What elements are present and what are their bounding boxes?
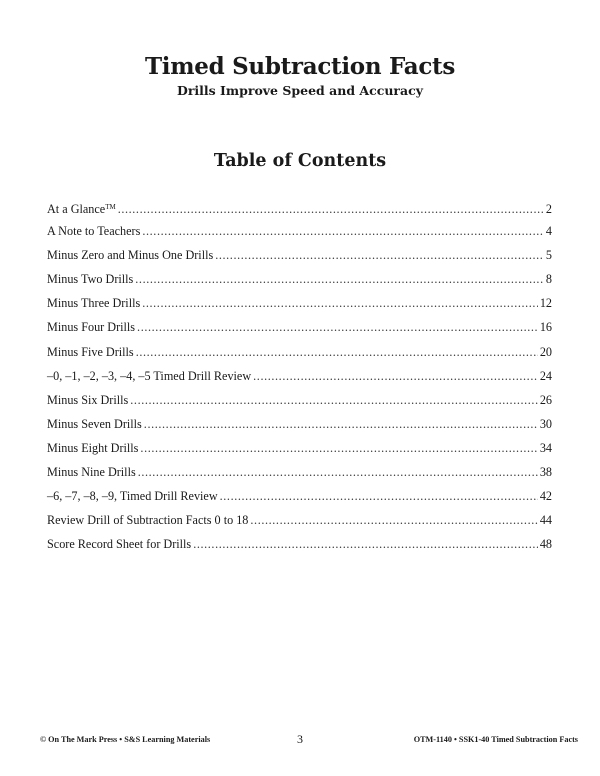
- toc-entry[interactable]: [47, 246, 552, 270]
- toc-entry-label: Minus Two Drills: [47, 272, 134, 287]
- toc-entry[interactable]: [47, 439, 552, 463]
- toc-entry-label: Minus Five Drills: [47, 344, 134, 359]
- toc-entry[interactable]: [47, 222, 552, 246]
- page-footer: [0, 733, 600, 747]
- toc-entry[interactable]: [47, 367, 552, 391]
- toc-entry-page: 4: [545, 224, 552, 239]
- toc-heading: Table of Contents: [213, 151, 387, 171]
- toc-entry-label: Score Record Sheet for Drills: [47, 537, 192, 552]
- toc-entry-page: 8: [545, 272, 552, 287]
- dot-leader: [136, 343, 538, 361]
- toc-entry[interactable]: [47, 487, 552, 511]
- toc-entry-page: 24: [539, 368, 552, 383]
- dot-leader: [215, 246, 544, 264]
- toc-entry-label: –0, –1, –2, –3, –4, –5 Timed Drill Review: [47, 368, 252, 383]
- dot-leader: [137, 318, 538, 336]
- toc-entry[interactable]: [47, 463, 552, 487]
- toc-entry-page: 20: [539, 344, 552, 359]
- toc-entry-page: 38: [539, 465, 552, 480]
- toc-entry-page: 30: [539, 416, 552, 431]
- toc-entry-label: Review Drill of Subtraction Facts 0 to 18: [47, 513, 249, 528]
- toc-entry-page: 26: [539, 392, 552, 407]
- toc-entry-page: 34: [539, 440, 552, 455]
- toc-entry-label: –6, –7, –8, –9, Timed Drill Review: [47, 489, 218, 504]
- toc-entry-label: Minus Four Drills: [47, 320, 136, 335]
- toc-entry[interactable]: [47, 415, 552, 439]
- toc-entry-page: 16: [539, 320, 552, 335]
- dot-leader: [253, 367, 538, 385]
- toc-entry-label: Minus Nine Drills: [47, 465, 136, 480]
- dot-leader: [250, 511, 537, 529]
- toc-entry[interactable]: [47, 198, 552, 222]
- toc-entry[interactable]: [47, 535, 552, 559]
- toc-entry-page: 12: [539, 296, 552, 311]
- dot-leader: [142, 222, 544, 240]
- dot-leader: [130, 391, 538, 409]
- toc-entry-page: 44: [539, 513, 552, 528]
- toc-entry-page: 48: [539, 537, 552, 552]
- dot-leader: [138, 463, 538, 481]
- toc-entry-label: At a Glance™: [47, 202, 116, 216]
- toc-entry-label: Minus Three Drills: [47, 296, 141, 311]
- toc-entry[interactable]: [47, 391, 552, 415]
- toc-entry-page: 2: [545, 202, 552, 216]
- dot-leader: [220, 487, 538, 505]
- toc-entry-label: Minus Eight Drills: [47, 440, 139, 455]
- document-title: Timed Subtraction Facts: [144, 53, 456, 80]
- toc-entry[interactable]: [47, 294, 552, 318]
- trademark-superscript: TM: [105, 203, 116, 211]
- dot-leader: [144, 415, 538, 433]
- toc-entry-label: Minus Six Drills: [47, 392, 129, 407]
- dot-leader: [118, 200, 544, 218]
- dot-leader: [142, 294, 538, 312]
- dot-leader: [193, 535, 538, 553]
- page-number: 3: [297, 732, 303, 746]
- toc-entry-page: 5: [545, 248, 552, 263]
- toc-entry-page: 42: [539, 489, 552, 504]
- document-subtitle: Drills Improve Speed and Accuracy: [177, 83, 423, 98]
- footer-product-code: OTM-1140 • SSK1-40 Timed Subtraction Facts: [413, 735, 578, 744]
- toc-entry[interactable]: [47, 511, 552, 535]
- dot-leader: [140, 439, 537, 457]
- dot-leader: [135, 270, 544, 288]
- toc-entry-label: A Note to Teachers: [47, 224, 141, 239]
- table-of-contents: [47, 198, 552, 559]
- toc-entry-label: Minus Seven Drills: [47, 416, 142, 431]
- toc-entry[interactable]: [47, 343, 552, 367]
- toc-entry[interactable]: [47, 270, 552, 294]
- footer-copyright: © On The Mark Press • S&S Learning Materials: [40, 735, 211, 744]
- toc-entry[interactable]: [47, 318, 552, 342]
- toc-entry-label: Minus Zero and Minus One Drills: [47, 248, 214, 263]
